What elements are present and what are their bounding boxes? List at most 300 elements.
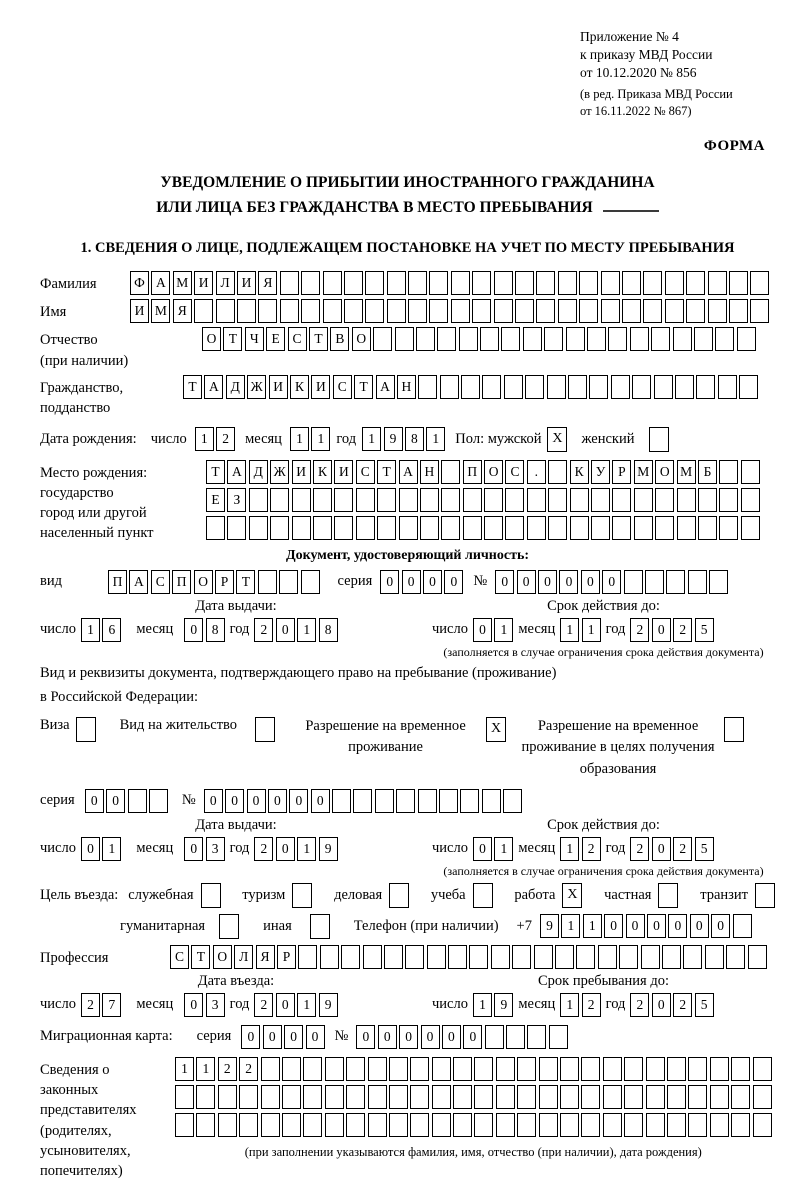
phone-cells-cell[interactable]: 0 (647, 914, 666, 938)
name-cells-cell[interactable] (301, 299, 320, 323)
birth-place-cells-1-cell[interactable] (719, 460, 738, 484)
legal-reps-cells-2-cell[interactable] (560, 1085, 579, 1109)
mc-number-cells-cell[interactable] (506, 1025, 525, 1049)
profession-cells-cell[interactable]: Л (234, 945, 253, 969)
doc-issue-year-cells-cell[interactable]: 0 (276, 618, 295, 642)
phone-cells-cell[interactable]: 0 (604, 914, 623, 938)
surname-cells-cell[interactable] (344, 271, 363, 295)
sex-female-checkbox-cell[interactable] (649, 427, 669, 452)
patronymic-cells-cell[interactable] (587, 327, 606, 351)
profession-cells-cell[interactable] (384, 945, 403, 969)
entry-month-cells-cell[interactable]: 3 (206, 993, 225, 1017)
legal-reps-cells-3-cell[interactable] (496, 1113, 515, 1137)
patronymic-cells-cell[interactable] (544, 327, 563, 351)
birth-place-cells-1-cell[interactable]: М (634, 460, 653, 484)
birth-place-cells-1-cell[interactable]: Ж (270, 460, 289, 484)
birth-year-cells-cell[interactable]: 1 (426, 427, 445, 451)
legal-reps-cells-2-cell[interactable] (196, 1085, 215, 1109)
profession-cells-cell[interactable] (298, 945, 317, 969)
profession-cells-cell[interactable]: Я (256, 945, 275, 969)
legal-reps-cells-1-cell[interactable] (496, 1057, 515, 1081)
birth-place-cells-3-cell[interactable] (634, 516, 653, 540)
patronymic-cells-cell[interactable] (737, 327, 756, 351)
legal-reps-cells-2-cell[interactable] (218, 1085, 237, 1109)
legal-reps-cells-2-cell[interactable] (303, 1085, 322, 1109)
legal-reps-cells-1-cell[interactable] (303, 1057, 322, 1081)
name-cells-cell[interactable] (536, 299, 555, 323)
patronymic-cells-cell[interactable]: В (330, 327, 349, 351)
doc-series-cells-cell[interactable]: 0 (402, 570, 421, 594)
birth-place-cells-2-cell[interactable] (612, 488, 631, 512)
surname-cells-cell[interactable] (323, 271, 342, 295)
permit-valid-month-cells-cell[interactable]: 1 (560, 837, 579, 861)
doc-valid-year-cells-cell[interactable]: 2 (673, 618, 692, 642)
legal-reps-cells-1-cell[interactable] (368, 1057, 387, 1081)
birth-place-cells-2-cell[interactable] (377, 488, 396, 512)
legal-reps-cells-2-cell[interactable] (646, 1085, 665, 1109)
permit-issue-month-cells-cell[interactable]: 3 (206, 837, 225, 861)
legal-reps-cells-3-cell[interactable] (196, 1113, 215, 1137)
birth-place-cells-2-cell[interactable] (719, 488, 738, 512)
permit-issue-year-cells-cell[interactable]: 1 (297, 837, 316, 861)
legal-reps-cells-3-cell[interactable] (239, 1113, 258, 1137)
doc-number-cells-cell[interactable]: 0 (495, 570, 514, 594)
stay-year-cells-cell[interactable]: 2 (630, 993, 649, 1017)
stay-month-cells-cell[interactable]: 1 (560, 993, 579, 1017)
profession-cells-cell[interactable]: С (170, 945, 189, 969)
legal-reps-cells-3-cell[interactable] (539, 1113, 558, 1137)
patronymic-cells-cell[interactable]: С (288, 327, 307, 351)
permit-number-cells-cell[interactable] (332, 789, 351, 813)
legal-reps-cells-3-cell[interactable] (389, 1113, 408, 1137)
name-cells-cell[interactable] (344, 299, 363, 323)
phone-cells-cell[interactable]: 0 (626, 914, 645, 938)
birth-month-cells-cell[interactable]: 1 (290, 427, 309, 451)
legal-reps-cells-1-cell[interactable] (688, 1057, 707, 1081)
permit-number-cells-cell[interactable]: 0 (289, 789, 308, 813)
patronymic-cells-cell[interactable] (459, 327, 478, 351)
legal-reps-cells-2-cell[interactable] (731, 1085, 750, 1109)
citizenship-cells-cell[interactable] (632, 375, 651, 399)
entry-year-cells-cell[interactable]: 9 (319, 993, 338, 1017)
patronymic-cells-cell[interactable]: О (352, 327, 371, 351)
birth-place-cells-1-cell[interactable] (441, 460, 460, 484)
permit-valid-day-cells-cell[interactable]: 0 (473, 837, 492, 861)
citizenship-cells-cell[interactable]: Д (226, 375, 245, 399)
visa-checkbox-cell[interactable] (76, 717, 96, 742)
name-cells-cell[interactable] (323, 299, 342, 323)
name-cells-cell[interactable] (237, 299, 256, 323)
doc-type-cells-cell[interactable]: С (151, 570, 170, 594)
birth-place-cells-1-cell[interactable]: И (334, 460, 353, 484)
legal-reps-cells-2-cell[interactable] (539, 1085, 558, 1109)
birth-place-cells-2-cell[interactable] (527, 488, 546, 512)
birth-place-cells-3-cell[interactable] (527, 516, 546, 540)
citizenship-cells-cell[interactable]: И (311, 375, 330, 399)
birth-place-cells-1-cell[interactable]: О (655, 460, 674, 484)
citizenship-cells-cell[interactable] (589, 375, 608, 399)
surname-cells-cell[interactable] (643, 271, 662, 295)
permit-issue-day-cells-cell[interactable]: 0 (81, 837, 100, 861)
permit-issue-year-cells-cell[interactable]: 2 (254, 837, 273, 861)
permit-issue-day-cells-cell[interactable]: 1 (102, 837, 121, 861)
birth-place-cells-1-cell[interactable]: У (591, 460, 610, 484)
birth-place-cells-2-cell[interactable] (698, 488, 717, 512)
patronymic-cells-cell[interactable]: Т (309, 327, 328, 351)
permit-number-cells-cell[interactable]: 0 (268, 789, 287, 813)
legal-reps-cells-2-cell[interactable] (667, 1085, 686, 1109)
permit-issue-year-cells-cell[interactable]: 0 (276, 837, 295, 861)
legal-reps-cells-3-cell[interactable] (368, 1113, 387, 1137)
doc-type-cells-cell[interactable]: А (129, 570, 148, 594)
purpose-business-checkbox-cell[interactable] (389, 883, 409, 908)
mc-number-cells-cell[interactable] (549, 1025, 568, 1049)
doc-type-cells-cell[interactable]: П (172, 570, 191, 594)
legal-reps-cells-1-cell[interactable] (710, 1057, 729, 1081)
legal-reps-cells-1-cell[interactable] (646, 1057, 665, 1081)
patronymic-cells-cell[interactable] (523, 327, 542, 351)
legal-reps-cells-3-cell[interactable] (346, 1113, 365, 1137)
citizenship-cells-cell[interactable] (418, 375, 437, 399)
patronymic-cells-cell[interactable] (694, 327, 713, 351)
birth-place-cells-2-cell[interactable] (249, 488, 268, 512)
mc-number-cells-cell[interactable]: 0 (356, 1025, 375, 1049)
patronymic-cells-cell[interactable] (566, 327, 585, 351)
citizenship-cells-cell[interactable]: Н (397, 375, 416, 399)
birth-place-cells-3-cell[interactable] (227, 516, 246, 540)
purpose-other-checkbox-cell[interactable] (310, 914, 330, 939)
birth-place-cells-2-cell[interactable] (634, 488, 653, 512)
entry-day-cells-cell[interactable]: 2 (81, 993, 100, 1017)
legal-reps-cells-2-cell[interactable] (346, 1085, 365, 1109)
legal-reps-cells-1-cell[interactable] (261, 1057, 280, 1081)
entry-month-cells-cell[interactable]: 0 (184, 993, 203, 1017)
birth-place-cells-1-cell[interactable]: Д (249, 460, 268, 484)
mc-number-cells-cell[interactable]: 0 (463, 1025, 482, 1049)
birth-place-cells-1-cell[interactable]: М (677, 460, 696, 484)
doc-type-cells-cell[interactable] (279, 570, 298, 594)
doc-issue-day-cells-cell[interactable]: 6 (102, 618, 121, 642)
entry-year-cells-cell[interactable]: 1 (297, 993, 316, 1017)
profession-cells-cell[interactable] (705, 945, 724, 969)
birth-place-cells-2-cell[interactable] (741, 488, 760, 512)
birth-place-cells-3-cell[interactable] (377, 516, 396, 540)
birth-place-cells-1-cell[interactable]: К (313, 460, 332, 484)
legal-reps-cells-2-cell[interactable] (474, 1085, 493, 1109)
doc-number-cells-cell[interactable] (709, 570, 728, 594)
phone-cells-cell[interactable]: 1 (561, 914, 580, 938)
name-cells-cell[interactable] (365, 299, 384, 323)
stay-year-cells-cell[interactable]: 2 (673, 993, 692, 1017)
birth-place-cells-2-cell[interactable]: З (227, 488, 246, 512)
profession-cells-cell[interactable] (619, 945, 638, 969)
legal-reps-cells-3-cell[interactable] (432, 1113, 451, 1137)
surname-cells-cell[interactable]: И (237, 271, 256, 295)
patronymic-cells-cell[interactable] (673, 327, 692, 351)
citizenship-cells-cell[interactable]: Ж (247, 375, 266, 399)
name-cells-cell[interactable] (601, 299, 620, 323)
name-cells-cell[interactable] (472, 299, 491, 323)
birth-place-cells-3-cell[interactable] (270, 516, 289, 540)
phone-cells-cell[interactable]: 0 (711, 914, 730, 938)
birth-place-cells-1-cell[interactable]: . (527, 460, 546, 484)
legal-reps-cells-3-cell[interactable] (175, 1113, 194, 1137)
patronymic-cells-cell[interactable] (480, 327, 499, 351)
birth-place-cells-2-cell[interactable] (399, 488, 418, 512)
birth-place-cells-2-cell[interactable] (505, 488, 524, 512)
legal-reps-cells-2-cell[interactable] (432, 1085, 451, 1109)
profession-cells-cell[interactable] (341, 945, 360, 969)
birth-place-cells-2-cell[interactable] (334, 488, 353, 512)
doc-issue-month-cells-cell[interactable]: 0 (184, 618, 203, 642)
permit-number-cells-cell[interactable] (396, 789, 415, 813)
stay-year-cells-cell[interactable]: 5 (695, 993, 714, 1017)
mc-series-cells-cell[interactable]: 0 (306, 1025, 325, 1049)
surname-cells-cell[interactable]: Л (216, 271, 235, 295)
legal-reps-cells-1-cell[interactable]: 2 (218, 1057, 237, 1081)
stay-day-cells-cell[interactable]: 9 (494, 993, 513, 1017)
legal-reps-cells-2-cell[interactable] (325, 1085, 344, 1109)
legal-reps-cells-3-cell[interactable] (303, 1113, 322, 1137)
stay-year-cells-cell[interactable]: 0 (652, 993, 671, 1017)
mc-number-cells-cell[interactable]: 0 (421, 1025, 440, 1049)
doc-valid-year-cells-cell[interactable]: 5 (695, 618, 714, 642)
entry-year-cells-cell[interactable]: 0 (276, 993, 295, 1017)
legal-reps-cells-1-cell[interactable] (731, 1057, 750, 1081)
citizenship-cells-cell[interactable] (461, 375, 480, 399)
birth-place-cells-1-cell[interactable]: Б (698, 460, 717, 484)
doc-issue-year-cells-cell[interactable]: 1 (297, 618, 316, 642)
birth-place-cells-2-cell[interactable] (270, 488, 289, 512)
permit-valid-year-cells-cell[interactable]: 2 (673, 837, 692, 861)
profession-cells-cell[interactable] (662, 945, 681, 969)
permit-issue-month-cells-cell[interactable]: 0 (184, 837, 203, 861)
mc-number-cells-cell[interactable]: 0 (399, 1025, 418, 1049)
doc-valid-day-cells-cell[interactable]: 0 (473, 618, 492, 642)
birth-place-cells-1-cell[interactable]: П (463, 460, 482, 484)
surname-cells-cell[interactable] (429, 271, 448, 295)
legal-reps-cells-1-cell[interactable] (753, 1057, 772, 1081)
patronymic-cells-cell[interactable] (630, 327, 649, 351)
legal-reps-cells-1-cell[interactable] (410, 1057, 429, 1081)
permit-series-cells-cell[interactable] (128, 789, 147, 813)
name-cells-cell[interactable] (451, 299, 470, 323)
doc-valid-year-cells-cell[interactable]: 2 (630, 618, 649, 642)
doc-type-cells-cell[interactable]: Т (236, 570, 255, 594)
surname-cells-cell[interactable] (451, 271, 470, 295)
birth-place-cells-3-cell[interactable] (548, 516, 567, 540)
name-cells-cell[interactable] (280, 299, 299, 323)
citizenship-cells-cell[interactable] (611, 375, 630, 399)
surname-cells-cell[interactable] (708, 271, 727, 295)
birth-day-cells-cell[interactable]: 1 (195, 427, 214, 451)
legal-reps-cells-2-cell[interactable] (581, 1085, 600, 1109)
legal-reps-cells-3-cell[interactable] (560, 1113, 579, 1137)
legal-reps-cells-3-cell[interactable] (646, 1113, 665, 1137)
profession-cells-cell[interactable] (748, 945, 767, 969)
patronymic-cells-cell[interactable]: Т (223, 327, 242, 351)
legal-reps-cells-1-cell[interactable] (603, 1057, 622, 1081)
birth-place-cells-3-cell[interactable] (313, 516, 332, 540)
surname-cells-cell[interactable] (387, 271, 406, 295)
birth-place-cells-1-cell[interactable]: А (227, 460, 246, 484)
birth-place-cells-3-cell[interactable] (484, 516, 503, 540)
phone-cells-cell[interactable] (733, 914, 752, 938)
legal-reps-cells-1-cell[interactable]: 2 (239, 1057, 258, 1081)
profession-cells-cell[interactable] (641, 945, 660, 969)
permit-number-cells-cell[interactable]: 0 (204, 789, 223, 813)
permit-number-cells-cell[interactable] (503, 789, 522, 813)
surname-cells-cell[interactable]: Ф (130, 271, 149, 295)
name-cells-cell[interactable] (579, 299, 598, 323)
profession-cells-cell[interactable] (555, 945, 574, 969)
legal-reps-cells-2-cell[interactable] (261, 1085, 280, 1109)
surname-cells-cell[interactable] (494, 271, 513, 295)
name-cells-cell[interactable]: И (130, 299, 149, 323)
legal-reps-cells-3-cell[interactable] (474, 1113, 493, 1137)
doc-number-cells-cell[interactable] (624, 570, 643, 594)
birth-month-cells-cell[interactable]: 1 (311, 427, 330, 451)
name-cells-cell[interactable] (194, 299, 213, 323)
patronymic-cells-cell[interactable] (437, 327, 456, 351)
legal-reps-cells-1-cell[interactable] (389, 1057, 408, 1081)
entry-day-cells-cell[interactable]: 7 (102, 993, 121, 1017)
legal-reps-cells-3-cell[interactable] (710, 1113, 729, 1137)
birth-place-cells-3-cell[interactable] (399, 516, 418, 540)
profession-cells-cell[interactable] (469, 945, 488, 969)
permit-series-cells-cell[interactable]: 0 (85, 789, 104, 813)
legal-reps-cells-3-cell[interactable] (218, 1113, 237, 1137)
citizenship-cells-cell[interactable]: А (376, 375, 395, 399)
birth-year-cells-cell[interactable]: 8 (405, 427, 424, 451)
patronymic-cells-cell[interactable] (373, 327, 392, 351)
profession-cells-cell[interactable]: Т (191, 945, 210, 969)
permit-series-cells-cell[interactable]: 0 (106, 789, 125, 813)
birth-place-cells-3-cell[interactable] (206, 516, 225, 540)
residence-permit-checkbox-cell[interactable] (255, 717, 275, 742)
doc-number-cells-cell[interactable] (645, 570, 664, 594)
permit-number-cells-cell[interactable] (375, 789, 394, 813)
surname-cells-cell[interactable] (579, 271, 598, 295)
phone-cells-cell[interactable]: 0 (690, 914, 709, 938)
temp-permit-edu-checkbox-cell[interactable] (724, 717, 744, 742)
mc-series-cells-cell[interactable]: 0 (241, 1025, 260, 1049)
legal-reps-cells-1-cell[interactable] (667, 1057, 686, 1081)
name-cells-cell[interactable] (494, 299, 513, 323)
birth-place-cells-3-cell[interactable] (334, 516, 353, 540)
doc-issue-year-cells-cell[interactable]: 2 (254, 618, 273, 642)
name-cells-cell[interactable] (622, 299, 641, 323)
surname-cells-cell[interactable] (622, 271, 641, 295)
profession-cells-cell[interactable] (683, 945, 702, 969)
citizenship-cells-cell[interactable] (696, 375, 715, 399)
legal-reps-cells-2-cell[interactable] (453, 1085, 472, 1109)
legal-reps-cells-3-cell[interactable] (325, 1113, 344, 1137)
birth-place-cells-3-cell[interactable] (249, 516, 268, 540)
purpose-humanitarian-checkbox-cell[interactable] (219, 914, 239, 939)
legal-reps-cells-2-cell[interactable] (282, 1085, 301, 1109)
legal-reps-cells-1-cell[interactable] (581, 1057, 600, 1081)
legal-reps-cells-2-cell[interactable] (603, 1085, 622, 1109)
citizenship-cells-cell[interactable]: А (204, 375, 223, 399)
birth-year-cells-cell[interactable]: 9 (384, 427, 403, 451)
birth-place-cells-1-cell[interactable]: Т (206, 460, 225, 484)
doc-type-cells-cell[interactable] (301, 570, 320, 594)
profession-cells-cell[interactable] (448, 945, 467, 969)
stay-day-cells-cell[interactable]: 1 (473, 993, 492, 1017)
purpose-study-checkbox-cell[interactable] (473, 883, 493, 908)
birth-place-cells-3-cell[interactable] (420, 516, 439, 540)
doc-number-cells-cell[interactable]: 0 (538, 570, 557, 594)
patronymic-cells-cell[interactable] (651, 327, 670, 351)
profession-cells-cell[interactable]: О (213, 945, 232, 969)
legal-reps-cells-3-cell[interactable] (581, 1113, 600, 1137)
phone-cells-cell[interactable]: 0 (668, 914, 687, 938)
name-cells-cell[interactable] (515, 299, 534, 323)
permit-number-cells-cell[interactable]: 0 (225, 789, 244, 813)
profession-cells-cell[interactable] (534, 945, 553, 969)
permit-number-cells-cell[interactable]: 0 (311, 789, 330, 813)
doc-issue-month-cells-cell[interactable]: 8 (206, 618, 225, 642)
birth-place-cells-1-cell[interactable] (548, 460, 567, 484)
legal-reps-cells-1-cell[interactable] (517, 1057, 536, 1081)
legal-reps-cells-1-cell[interactable]: 1 (175, 1057, 194, 1081)
legal-reps-cells-3-cell[interactable] (731, 1113, 750, 1137)
surname-cells-cell[interactable] (750, 271, 769, 295)
profession-cells-cell[interactable] (576, 945, 595, 969)
birth-place-cells-1-cell[interactable]: И (292, 460, 311, 484)
surname-cells-cell[interactable]: И (194, 271, 213, 295)
doc-type-cells-cell[interactable]: О (194, 570, 213, 594)
legal-reps-cells-2-cell[interactable] (410, 1085, 429, 1109)
profession-cells-cell[interactable] (598, 945, 617, 969)
birth-place-cells-1-cell[interactable] (741, 460, 760, 484)
birth-place-cells-3-cell[interactable] (655, 516, 674, 540)
surname-cells-cell[interactable] (472, 271, 491, 295)
doc-series-cells-cell[interactable]: 0 (380, 570, 399, 594)
profession-cells-cell[interactable] (320, 945, 339, 969)
birth-place-cells-3-cell[interactable] (356, 516, 375, 540)
legal-reps-cells-3-cell[interactable] (603, 1113, 622, 1137)
doc-valid-day-cells-cell[interactable]: 1 (494, 618, 513, 642)
purpose-official-checkbox-cell[interactable] (201, 883, 221, 908)
doc-type-cells-cell[interactable] (258, 570, 277, 594)
doc-valid-year-cells-cell[interactable]: 0 (652, 618, 671, 642)
birth-place-cells-2-cell[interactable] (356, 488, 375, 512)
legal-reps-cells-1-cell[interactable] (539, 1057, 558, 1081)
doc-number-cells-cell[interactable]: 0 (559, 570, 578, 594)
surname-cells-cell[interactable] (280, 271, 299, 295)
birth-place-cells-1-cell[interactable]: С (356, 460, 375, 484)
doc-number-cells-cell[interactable] (688, 570, 707, 594)
profession-cells-cell[interactable]: Р (277, 945, 296, 969)
name-cells-cell[interactable] (750, 299, 769, 323)
name-cells-cell[interactable]: Я (173, 299, 192, 323)
doc-number-cells-cell[interactable]: 0 (602, 570, 621, 594)
permit-valid-day-cells-cell[interactable]: 1 (494, 837, 513, 861)
name-cells-cell[interactable] (643, 299, 662, 323)
legal-reps-cells-2-cell[interactable] (368, 1085, 387, 1109)
legal-reps-cells-2-cell[interactable] (753, 1085, 772, 1109)
citizenship-cells-cell[interactable] (482, 375, 501, 399)
profession-cells-cell[interactable] (363, 945, 382, 969)
birth-place-cells-3-cell[interactable] (292, 516, 311, 540)
patronymic-cells-cell[interactable] (395, 327, 414, 351)
name-cells-cell[interactable] (708, 299, 727, 323)
mc-series-cells-cell[interactable]: 0 (284, 1025, 303, 1049)
surname-cells-cell[interactable] (408, 271, 427, 295)
doc-type-cells-cell[interactable]: П (108, 570, 127, 594)
